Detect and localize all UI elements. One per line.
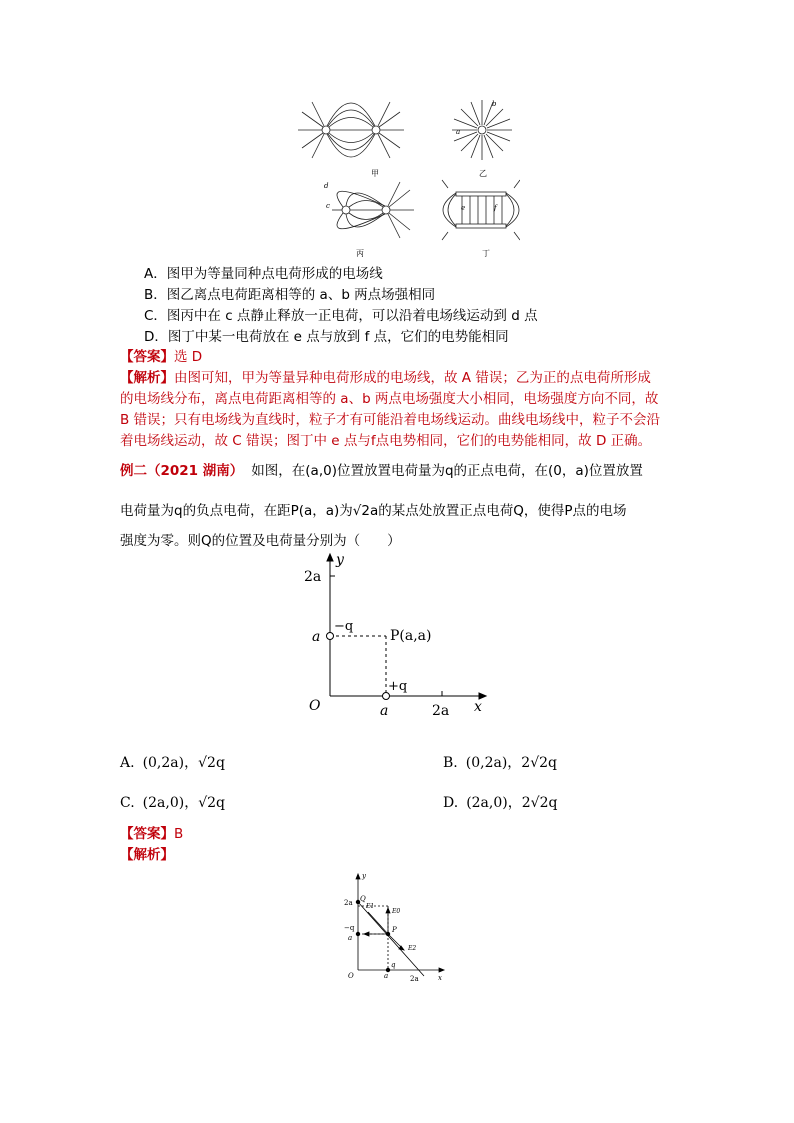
bing-label-c: c: [326, 202, 330, 210]
figure-ding: [442, 180, 520, 240]
q2-analysis: [120, 845, 174, 865]
ding-label-e: e: [461, 204, 466, 212]
choice-c-key: C.: [120, 795, 135, 811]
choice-b: B. (0,2a)，2√2q: [443, 755, 557, 771]
analysis-tag: 【解析】: [120, 370, 174, 386]
sol-p-label: P: [392, 926, 397, 934]
yi-label-b: b: [492, 100, 497, 108]
sol-q-x: q: [391, 961, 396, 969]
origin-label: O: [309, 698, 321, 714]
bing-label-d: d: [324, 182, 329, 190]
q1-option-c: C．图丙中在 c 点静止释放一正电荷，可以沿着电场线运动到 d 点: [144, 308, 538, 324]
x-tick-2a: 2a: [432, 703, 450, 719]
q2-answer-text: B: [174, 826, 184, 842]
stem-text: 如图，在(a,0)位置放置电荷量为q的正点电荷，在(0，a)位置放置: [251, 463, 643, 479]
q2-stem-line-3: 强度为零。则Q的位置及电荷量分别为（ ）: [120, 533, 401, 549]
q1-analysis-line-1: [120, 368, 651, 388]
y-tick-2a: 2a: [304, 569, 322, 585]
q1-analysis-line-2: 的电场线分布，离点电荷距离相等的 a、b 两点电场强度大小相同，电场强度方向不同，故: [120, 391, 659, 407]
caption-jia: 甲: [371, 169, 379, 178]
choice-c-pos: (2a,0): [142, 795, 185, 811]
analysis-text: 由图可知，甲为等量异种电荷形成的电场线，故 A 错误；乙为正的点电荷所形成: [174, 370, 651, 386]
choice-d-pos: (2a,0): [466, 795, 508, 811]
sol-e0-label: E0: [392, 908, 401, 915]
answer-text: 选 D: [174, 349, 203, 365]
choice-b-charge: 2√2q: [521, 755, 557, 771]
q2-stem-line-2: 电荷量为q的负点电荷，在距P(a，a)为√2a的某点处放置正点电荷Q，使得P点的电场: [120, 503, 627, 519]
answer-tag: 【答案】: [120, 349, 174, 365]
q1-answer: [120, 347, 202, 367]
q2-answer: [120, 824, 183, 844]
caption-yi: 乙: [479, 169, 487, 178]
q1-analysis-line-3: B 错误；只有电场线为直线时，粒子才有可能沿着电场线运动。曲线电场线中，粒子不会沿: [120, 412, 661, 428]
caption-ding: 丁: [482, 249, 490, 258]
q2-figure-svg: [300, 548, 500, 720]
q2-solution-svg: [338, 868, 452, 982]
sol-a-y: a: [348, 934, 353, 942]
pos-charge-label: +q: [388, 679, 408, 694]
q2-stem-line-1: [120, 461, 643, 481]
caption-bing: 丙: [356, 249, 364, 258]
neg-charge-dot: [327, 633, 334, 640]
sol-e1-label: E1: [366, 903, 375, 910]
q2-answer-tag: 【答案】: [120, 826, 174, 842]
choice-d-key: D.: [443, 795, 459, 811]
example-label: 例二: [120, 463, 147, 479]
q1-option-d: D．图丁中某一电荷放在 e 点与放到 f 点，它们的电势能相同: [144, 329, 509, 345]
choice-d: D. (2a,0)，2√2q: [443, 795, 558, 811]
sol-e2-label: E2: [408, 945, 417, 952]
y-axis-label: y: [336, 552, 344, 568]
ding-label-f: f: [494, 204, 497, 212]
choice-b-pos: (0,2a): [465, 755, 508, 771]
example-source: （2021 湖南）: [147, 463, 244, 479]
sol-2a-y: 2a: [344, 899, 353, 907]
x-axis-label: x: [474, 699, 482, 715]
x-tick-a: a: [380, 703, 389, 719]
sol-a-x: a: [384, 972, 389, 980]
yi-label-a: a: [456, 128, 461, 136]
q2-analysis-tag: 【解析】: [120, 847, 174, 863]
neg-charge-label: −q: [334, 619, 354, 634]
sol-x-axis: x: [438, 974, 442, 982]
field-line-diagrams: [290, 92, 520, 264]
choice-a: A. (0,2a)，√2q: [120, 755, 225, 771]
figure-bing: [332, 182, 414, 238]
choice-c-charge: √2q: [198, 795, 226, 811]
q1-analysis-line-4: 着电场线运动，故 C 错误；图丁中 e 点与f点电势相同，它们的电势能相同，故 D 正确。: [120, 433, 652, 449]
choice-b-key: B.: [443, 755, 458, 771]
figure-jia: [298, 102, 404, 158]
choice-d-charge: 2√2q: [521, 795, 558, 811]
y-tick-a: a: [312, 629, 321, 645]
point-p-label: P(a,a): [390, 628, 432, 644]
q1-option-b: B．图乙离点电荷距离相等的 a、b 两点场强相同: [144, 287, 436, 303]
choice-a-charge: √2q: [198, 755, 225, 771]
choice-c: C. (2a,0)，√2q: [120, 795, 226, 811]
sol-origin: O: [348, 972, 354, 980]
y-axis-arrow: [327, 554, 333, 561]
field-line-figures: [290, 92, 520, 264]
sol-y-axis: y: [362, 872, 366, 880]
q2-solution-figure: [338, 868, 452, 982]
q2-coordinate-figure: [300, 548, 500, 720]
sol-q-label: Q: [360, 895, 366, 903]
sol-2a-x: 2a: [410, 975, 419, 982]
choice-a-pos: (0,2a): [142, 755, 185, 771]
q1-option-a: A．图甲为等量同种点电荷形成的电场线: [144, 266, 383, 282]
choice-a-key: A.: [120, 755, 135, 771]
figure-yi: [452, 100, 512, 160]
sol-neg-q: −q: [344, 924, 355, 932]
